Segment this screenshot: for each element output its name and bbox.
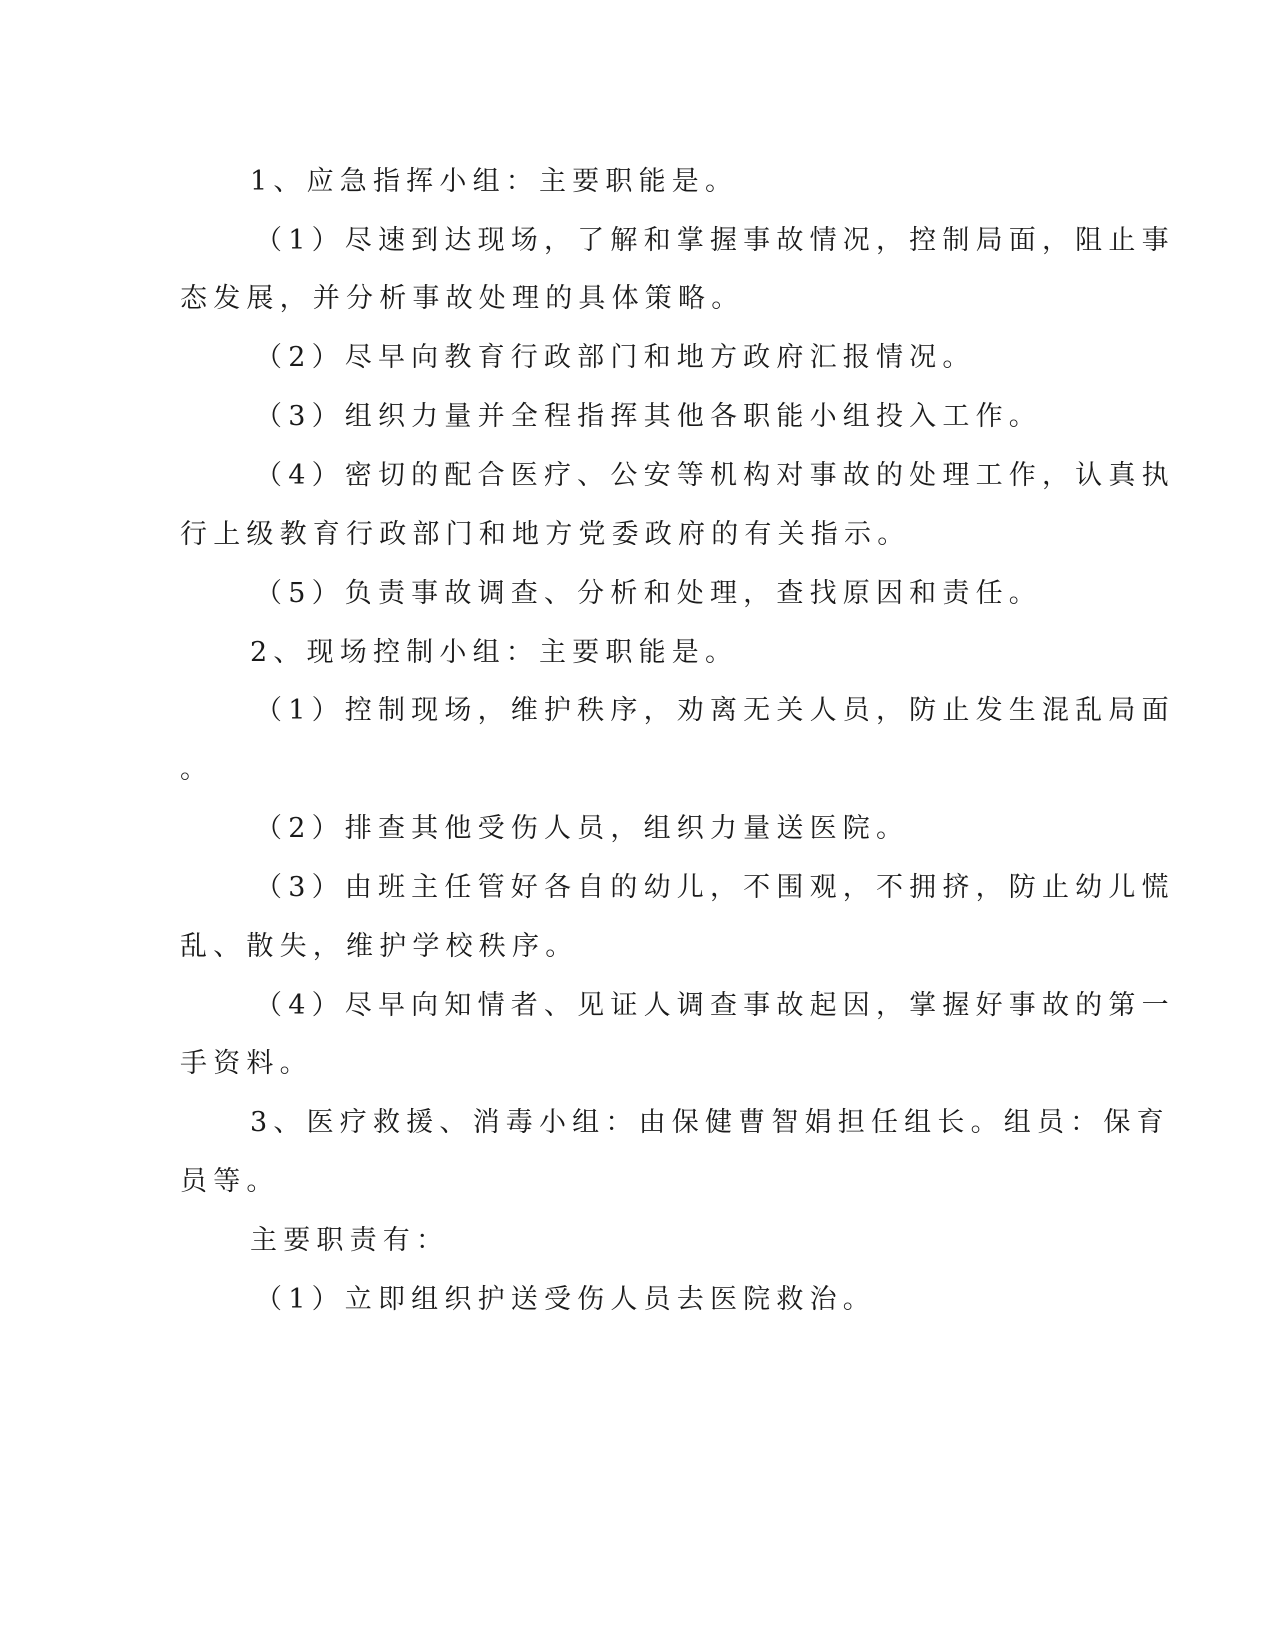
paragraph-line: 手资料。 <box>180 1048 313 1079</box>
paragraph-line: （4）密切的配合医疗、公安等机构对事故的处理工作，认真执 <box>255 460 1175 491</box>
paragraph-line: 态发展，并分析事故处理的具体策略。 <box>180 283 745 314</box>
paragraph-line: （1）控制现场，维护秩序，劝离无关人员，防止发生混乱局面 <box>255 695 1175 726</box>
section-3-heading: 3、医疗救援、消毒小组：由保健曹智娟担任组长。组员：保育 <box>250 1107 1170 1138</box>
paragraph-line: 行上级教育行政部门和地方党委政府的有关指示。 <box>180 519 911 550</box>
paragraph-line: 主要职责有： <box>250 1225 450 1256</box>
paragraph-line: （4）尽早向知情者、见证人调查事故起因，掌握好事故的第一 <box>255 990 1175 1021</box>
paragraph-line: 。 <box>180 754 214 785</box>
paragraph-line: （2）尽早向教育行政部门和地方政府汇报情况。 <box>255 342 976 373</box>
paragraph-line: （3）由班主任管好各自的幼儿，不围观，不拥挤，防止幼儿慌 <box>255 872 1175 903</box>
paragraph-line: （1）立即组织护送受伤人员去医院救治。 <box>255 1284 876 1315</box>
section-2-heading: 2、现场控制小组：主要职能是。 <box>250 637 739 668</box>
paragraph-line: 员等。 <box>180 1166 280 1197</box>
paragraph-line: （3）组织力量并全程指挥其他各职能小组投入工作。 <box>255 401 1042 432</box>
paragraph-line: （5）负责事故调查、分析和处理，查找原因和责任。 <box>255 578 1042 609</box>
paragraph-line: 乱、散失，维护学校秩序。 <box>180 931 579 962</box>
paragraph-line: （2）排查其他受伤人员，组织力量送医院。 <box>255 813 910 844</box>
section-1-heading: 1、应急指挥小组：主要职能是。 <box>250 166 739 197</box>
paragraph-line: （1）尽速到达现场，了解和掌握事故情况，控制局面，阻止事 <box>255 225 1175 256</box>
